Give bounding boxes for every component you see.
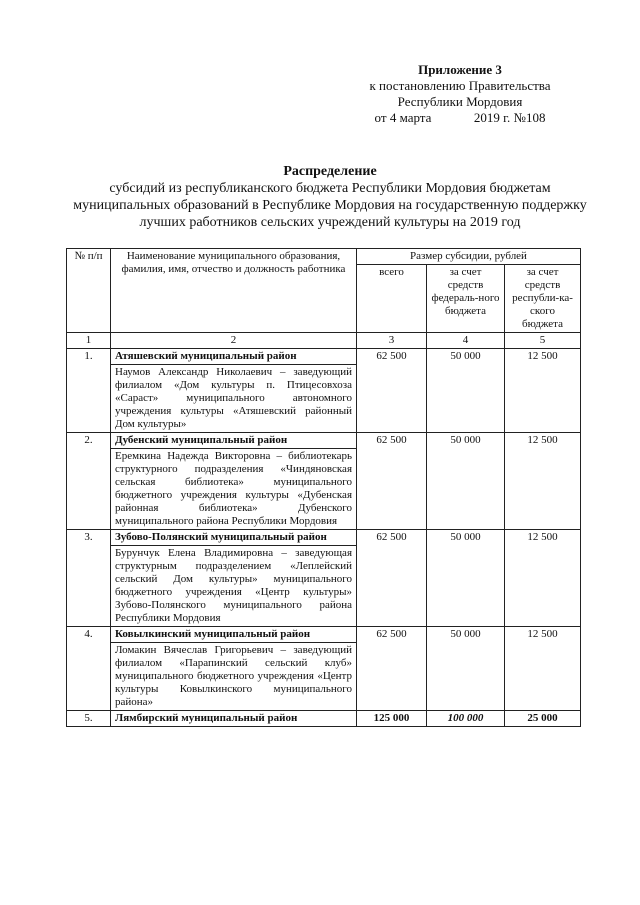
amount-total: 62 500 — [357, 349, 427, 433]
date-month: марта — [399, 110, 432, 125]
amount-total: 62 500 — [357, 433, 427, 530]
header-federal: за счет средств федераль-ного бюджета — [427, 265, 505, 333]
amount-total: 62 500 — [357, 530, 427, 627]
table-row — [67, 627, 581, 643]
amount-federal: 50 000 — [427, 530, 505, 627]
header-subsidy: Размер субсидии, рублей — [357, 249, 581, 265]
district-name: Дубенский муниципальный район — [111, 433, 357, 449]
employee-info: Бурунчук Елена Владимировна – заведующая структурным подразделением «Леплейский сельский Дом культуры» муниципального бюджетного учреждения «Центр культуры» Зубово-Полянского муниципального района Республики Мордовия — [111, 546, 357, 627]
amount-federal: 100 000 — [427, 711, 505, 727]
header-name: Наименование муниципального образования, фамилия, имя, отчество и должность работника — [111, 249, 357, 333]
header-num: № п/п — [67, 249, 111, 333]
date-year: 2019 г. — [473, 110, 511, 125]
row-number: 4. — [67, 627, 111, 711]
table-row-total — [67, 711, 581, 727]
district-name: Атяшевский муниципальный район — [111, 349, 357, 365]
amount-federal: 50 000 — [427, 627, 505, 711]
header-republic: за счет средств республи-ка-ского бюджета — [505, 265, 581, 333]
district-name: Ковылкинский муниципальный район — [111, 627, 357, 643]
table-row — [67, 349, 581, 365]
document-number: №108 — [513, 110, 546, 125]
appendix-date — [330, 110, 590, 126]
amount-republic: 12 500 — [505, 627, 581, 711]
appendix-title: Приложение 3 — [418, 62, 502, 77]
heading-title: Распределение — [283, 164, 377, 179]
table-row — [67, 433, 581, 449]
amount-total: 62 500 — [357, 627, 427, 711]
date-day: 4 — [389, 110, 397, 125]
col-number: 1 — [67, 333, 111, 349]
column-numbers-row — [67, 333, 581, 349]
col-number: 5 — [505, 333, 581, 349]
appendix-line-2: Республики Мордовия — [397, 94, 523, 109]
subsidy-table — [66, 248, 581, 727]
table-row — [67, 530, 581, 546]
employee-info: Ломакин Вячеслав Григорьевич – заведующий филиалом «Парапинский сельский клуб» муниципального бюджетного учреждения «Центр культуры Ковылкинского муниципального района» — [111, 643, 357, 711]
district-name: Лямбирский муниципальный район — [111, 711, 357, 727]
district-name: Зубово-Полянский муниципальный район — [111, 530, 357, 546]
row-number: 2. — [67, 433, 111, 530]
amount-federal: 50 000 — [427, 349, 505, 433]
row-number: 5. — [67, 711, 111, 727]
employee-info: Еремкина Надежда Викторовна – библиотекарь структурного подразделения «Чиндяновская сельская библиотека» муниципального бюджетного учреждения культуры «Дубенская районная библиотека» Дубенского муниципального района Республики Мордовия — [111, 449, 357, 530]
amount-total: 125 000 — [357, 711, 427, 727]
row-number: 3. — [67, 530, 111, 627]
col-number: 4 — [427, 333, 505, 349]
amount-republic: 12 500 — [505, 349, 581, 433]
date-prefix: от — [374, 110, 387, 125]
row-number: 1. — [67, 349, 111, 433]
amount-federal: 50 000 — [427, 433, 505, 530]
header-total: всего — [357, 265, 427, 333]
appendix-block — [330, 62, 590, 126]
employee-info: Наумов Александр Николаевич – заведующий филиалом «Дом культуры п. Птицесовхоза «Сараст» муниципального автономного учреждения культуры «Атяшевский районный Дом культуры» — [111, 365, 357, 433]
col-number: 3 — [357, 333, 427, 349]
col-number: 2 — [111, 333, 357, 349]
amount-republic: 12 500 — [505, 433, 581, 530]
document-heading — [60, 163, 600, 231]
heading-subtitle: субсидий из республиканского бюджета Республики Мордовия бюджетам муниципальных образований в Республике Мордовия на государственную поддержку лучших работников сельских учреждений культуры на 2019 год — [73, 181, 587, 230]
amount-republic: 12 500 — [505, 530, 581, 627]
appendix-line-1: к постановлению Правительства — [369, 78, 551, 93]
amount-republic: 25 000 — [505, 711, 581, 727]
table-header-row — [67, 249, 581, 265]
